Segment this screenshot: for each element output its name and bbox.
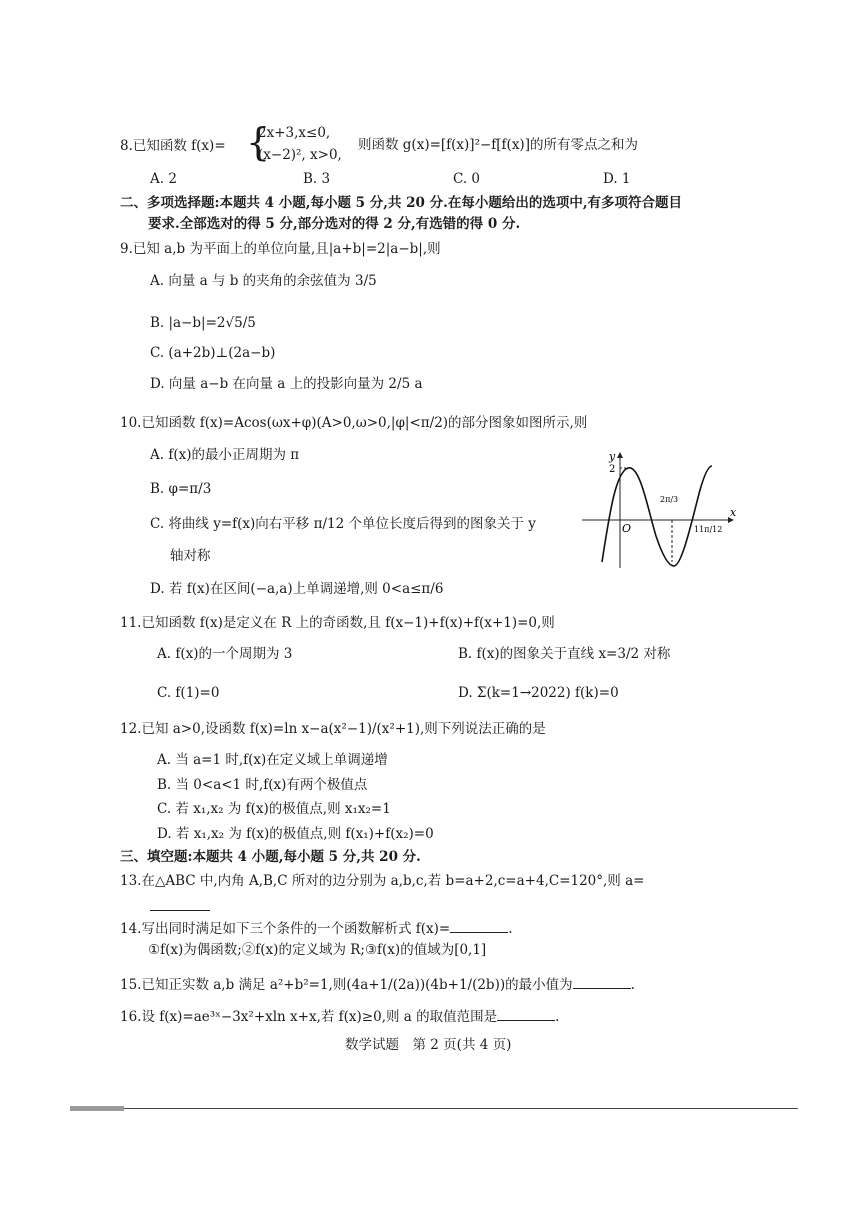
- graph-origin-label: O: [622, 522, 632, 535]
- page-footer: 数学试题 第 2 页(共 4 页): [345, 1037, 512, 1053]
- graph-x-tick-label-1: 2π/3: [660, 495, 679, 504]
- q14-line1-text: 14.写出同时满足如下三个条件的一个函数解析式 f(x)=: [120, 921, 451, 937]
- q8-option-b: B. 3: [303, 171, 331, 187]
- q9-option-a: A. 向量 a 与 b 的夹角的余弦值为 3/5: [150, 273, 377, 289]
- q9-option-b: B. |a−b|=2√5/5: [150, 315, 256, 331]
- q16-line: [120, 1006, 559, 1026]
- q8-piece1: 2x+3,x≤0,: [258, 125, 331, 141]
- q15-text: 15.已知正实数 a,b 满足 a²+b²=1,则(4a+1/(2a))(4b+1/(2b))的最小值为: [120, 977, 573, 993]
- graph-curve: [602, 466, 712, 566]
- graph-x-label: x: [730, 506, 737, 519]
- q11-stem: 11.已知函数 f(x)是定义在 R 上的奇函数,且 f(x−1)+f(x)+f(x+1)=0,则: [120, 615, 555, 631]
- q11-option-c: C. f(1)=0: [157, 685, 220, 701]
- q11-option-d: D. Σ(k=1→2022) f(k)=0: [458, 685, 619, 701]
- graph-y-arrow: [617, 452, 623, 458]
- q9-stem: 9.已知 a,b 为平面上的单位向量,且|a+b|=2|a−b|,则: [120, 241, 441, 257]
- q10-option-a: A. f(x)的最小正周期为 π: [150, 447, 300, 463]
- graph-y-label: y: [609, 450, 616, 463]
- q10-stem: 10.已知函数 f(x)=Acos(ωx+φ)(A>0,ω>0,|φ|<π/2)的部分图象如图所示,则: [120, 415, 588, 431]
- q10-option-c-line2: 轴对称: [170, 548, 211, 564]
- section2-heading-line1: 二、多项选择题:本题共 4 小题,每小题 5 分,共 20 分.在每小题给出的选项中,有多项符合题目: [120, 195, 683, 211]
- q10-option-b: B. φ=π/3: [150, 481, 212, 497]
- q14-line1: [120, 918, 513, 938]
- q8-brace: {: [246, 120, 271, 164]
- q9-option-d: D. 向量 a−b 在向量 a 上的投影向量为 2/5 a: [150, 376, 423, 392]
- footer-mark: [70, 1106, 124, 1111]
- graph-x-tick-label-2: 11π/12: [694, 525, 723, 534]
- q14-period: .: [508, 921, 513, 937]
- q10-option-d: D. 若 f(x)在区间(−a,a)上单调递增,则 0<a≤π/6: [150, 581, 444, 597]
- q12-stem: 12.已知 a>0,设函数 f(x)=ln x−a(x²−1)/(x²+1),则下列说法正确的是: [120, 721, 546, 737]
- section3-heading: 三、填空题:本题共 4 小题,每小题 5 分,共 20 分.: [120, 849, 421, 865]
- q15-line: [120, 974, 635, 994]
- q8-piece2: (x−2)², x>0,: [258, 147, 342, 163]
- q13-text: 13.在△ABC 中,内角 A,B,C 所对的边分别为 a,b,c,若 b=a+2,c=a+4,C=120°,则 a=: [120, 873, 645, 889]
- q16-period: .: [555, 1009, 560, 1025]
- q10-cosine-graph: [582, 450, 742, 575]
- q11-option-a: A. f(x)的一个周期为 3: [157, 646, 293, 662]
- q15-period: .: [630, 977, 635, 993]
- q8-stem-text: 8.已知函数 f(x)=: [120, 138, 226, 154]
- q8-option-a: A. 2: [150, 171, 177, 187]
- q15-answer-blank: [573, 974, 631, 989]
- q13-answer-blank: [150, 910, 210, 911]
- q8-option-d: D. 1: [603, 171, 631, 187]
- q8-stem: [120, 137, 226, 155]
- q11-option-b: B. f(x)的图象关于直线 x=3/2 对称: [458, 646, 671, 662]
- q8-option-c: C. 0: [453, 171, 481, 187]
- q12-option-b: B. 当 0<a<1 时,f(x)有两个极值点: [157, 777, 368, 793]
- q9-option-c: C. (a+2b)⊥(2a−b): [150, 345, 276, 361]
- q10-option-c-line1: C. 将曲线 y=f(x)向右平移 π/12 个单位长度后得到的图象关于 y: [150, 516, 536, 532]
- q16-answer-blank: [497, 1006, 555, 1021]
- q14-answer-blank: [450, 918, 508, 933]
- section2-heading-line2: 要求.全部选对的得 5 分,部分选对的得 2 分,有选错的得 0 分.: [148, 216, 521, 232]
- q16-text: 16.设 f(x)=ae³ˣ−3x²+xln x+x,若 f(x)≥0,则 a 的取值范围是: [120, 1009, 498, 1025]
- q12-option-c: C. 若 x₁,x₂ 为 f(x)的极值点,则 x₁x₂=1: [157, 801, 391, 817]
- q14-line2: ①f(x)为偶函数;②f(x)的定义域为 R;③f(x)的值域为[0,1]: [148, 942, 487, 958]
- footer-rule: [70, 1108, 798, 1109]
- q12-option-a: A. 当 a=1 时,f(x)在定义域上单调递增: [157, 752, 388, 768]
- graph-y-tick-label: 2: [609, 464, 616, 475]
- q12-option-d: D. 若 x₁,x₂ 为 f(x)的极值点,则 f(x₁)+f(x₂)=0: [157, 826, 434, 842]
- q8-tail: 则函数 g(x)=[f(x)]²−f[f(x)]的所有零点之和为: [358, 137, 638, 153]
